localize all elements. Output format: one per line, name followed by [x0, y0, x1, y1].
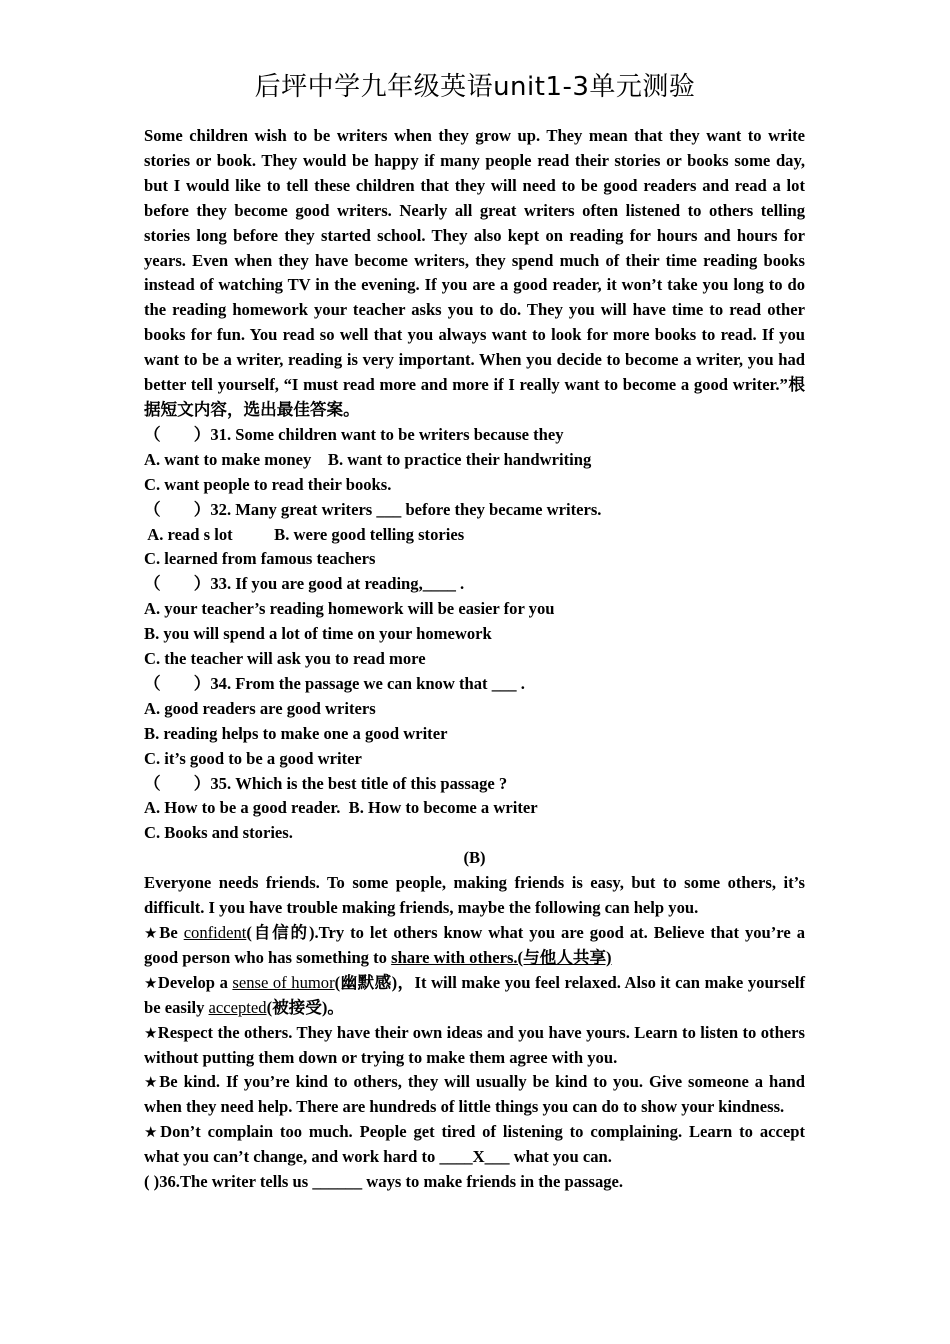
option-33-b: B. you will spend a lot of time on your homework	[144, 624, 492, 644]
star-icon: ★	[144, 924, 160, 942]
tip-complain	[144, 1120, 805, 1170]
question-35: （ ）35. Which is the best title of this passage ?	[144, 773, 508, 793]
tip-text: Respect the others. They have their own ideas and you have yours. Learn to listen to others without putting them down or trying to make them agree with you.	[144, 1022, 805, 1067]
options-35-ab: A. How to be a good reader. B. How to become a writer	[144, 798, 538, 818]
option-35-c: C. Books and stories.	[144, 823, 293, 843]
underlined-term: confident	[183, 923, 247, 942]
underlined-term: accepted	[208, 997, 267, 1017]
underlined-term: share with others.(与他人共享)	[391, 947, 612, 967]
question-34: （ ）34. From the passage we can know that ___ .	[144, 673, 525, 693]
tip-text: (幽默感)，It will make you feel relaxed. Also it can make yourself be easily	[144, 972, 805, 1017]
question-31: （ ）31. Some children want to be writers because they	[144, 424, 564, 444]
options-32-ab: A. read s lot B. were good telling stories	[144, 524, 465, 544]
page-title: 后坪中学九年级英语unit1-3单元测验	[254, 72, 696, 102]
tip-humor	[144, 971, 805, 1021]
tip-respect	[144, 1021, 805, 1071]
star-icon: ★	[144, 1123, 161, 1142]
section-b-heading: (B)	[463, 848, 486, 868]
option-34-a: A. good readers are good writers	[144, 698, 376, 718]
tip-text: (自信的).Try to let others know what you are good at. Believe that you’re a good person who has something to	[144, 923, 806, 967]
star-icon: ★	[144, 1073, 160, 1092]
tip-text: Be	[159, 923, 184, 942]
question-36: ( )36.The writer tells us ______ ways to make friends in the passage.	[144, 1172, 624, 1192]
document-body	[144, 124, 805, 1195]
option-32-c: C. learned from famous teachers	[144, 549, 376, 569]
tip-confident	[144, 921, 805, 971]
tip-text: Don’t complain too much. People get tired of listening to complaining. Learn to accept what you can’t change, and work hard to ____X___ what you can.	[144, 1122, 805, 1167]
option-33-c: C. the teacher will ask you to read more	[144, 649, 426, 669]
option-33-a: A. your teacher’s reading homework will be easier for you	[144, 599, 555, 619]
passage-a: Some children wish to be writers when they grow up. They mean that they want to write stories or book. They would be happy if many people read their stories or books some day, but I would like to tell these children that they will need to be good readers and read a lot before they become good writers. Nearly all great writers often listened to others telling stories long before they started school. They also kept on reading for hours and hours for years. Even when they have become writers, they spend much of their time reading books instead of watching TV in the evening. If you are a good reader, it won’t take you long to do the reading homework your teacher asks you to do. They you will have time to read other books for fun. You read so well that you always want to look for more books to read. If you want to be a writer, reading is very important. When you decide to become a writer, you had better tell yourself, “I must read more and more if I really want to become a good writer.”根据短文内容，选出最佳答案。	[144, 126, 805, 419]
passage-b-intro: Everyone needs friends. To some people, making friends is easy, but to some others, it’s difficult. I you have trouble making friends, maybe the following can help you.	[144, 873, 805, 918]
option-34-b: B. reading helps to make one a good writer	[144, 723, 448, 743]
underlined-term: sense of humor	[232, 972, 335, 992]
option-34-c: C. it’s good to be a good writer	[144, 748, 362, 768]
tip-text: Be kind. If you’re kind to others, they will usually be kind to you. Give someone a hand when they need help. There are hundreds of little things you can do to show your kindness.	[144, 1072, 806, 1117]
option-31-c: C. want people to read their books.	[144, 474, 392, 494]
tip-text: (被接受)。	[266, 997, 344, 1017]
tip-text: Develop a	[157, 972, 233, 992]
options-31-ab: A. want to make money B. want to practice their handwriting	[144, 449, 592, 469]
star-icon: ★	[144, 973, 158, 992]
question-32: （ ）32. Many great writers ___ before they became writers.	[144, 499, 602, 519]
tip-kind	[144, 1070, 805, 1120]
star-icon: ★	[144, 1023, 158, 1042]
question-33: （ ）33. If you are good at reading,____ .	[144, 574, 465, 594]
